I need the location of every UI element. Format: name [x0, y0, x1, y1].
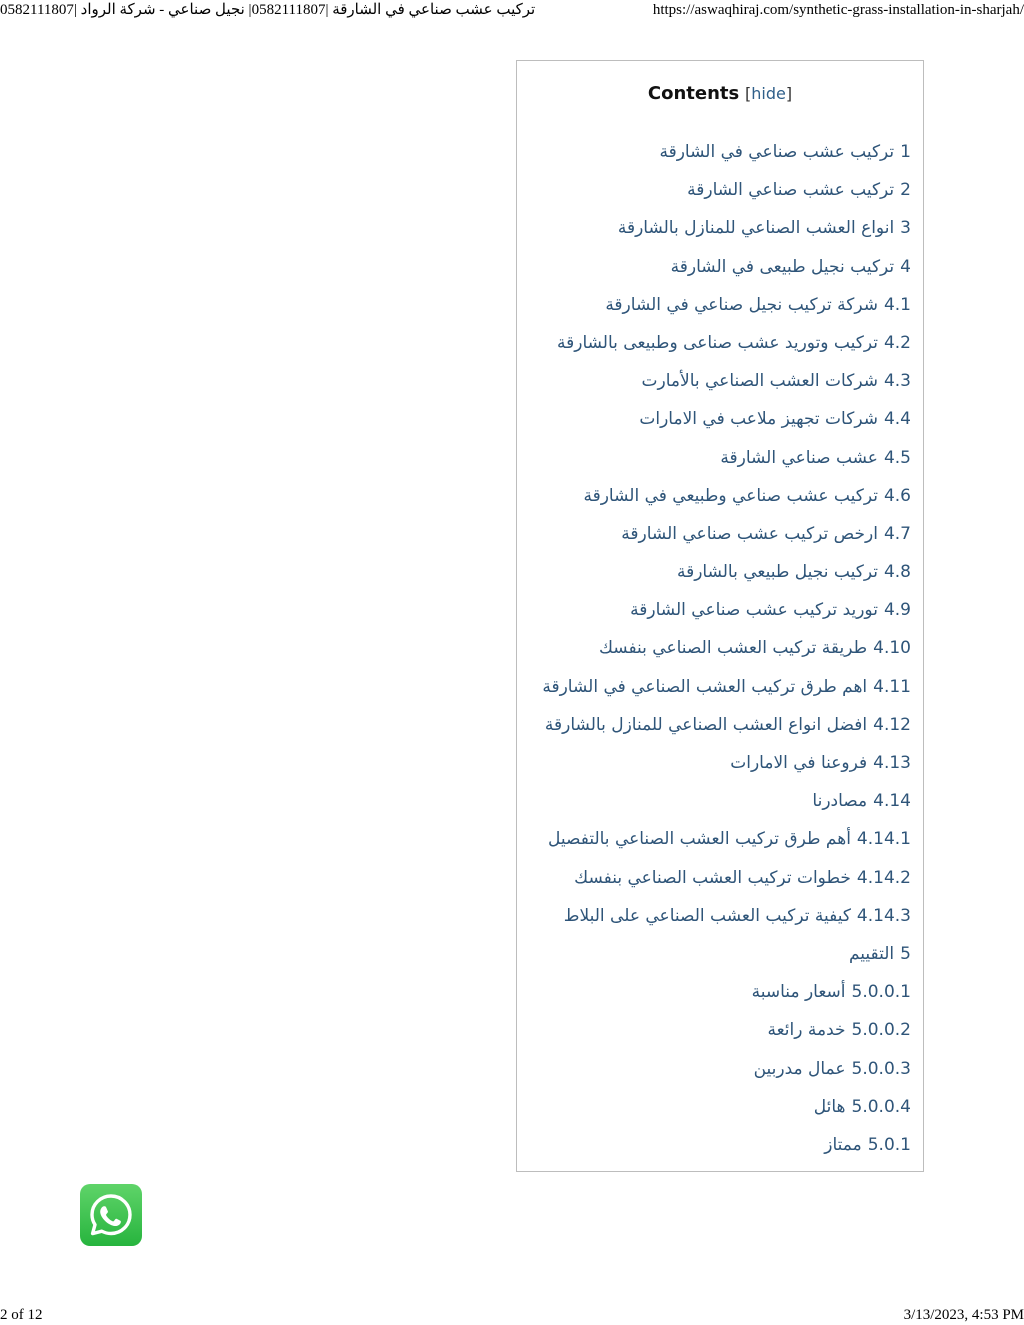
toc-item-number: 4.13 — [873, 753, 911, 773]
toc-item[interactable] — [542, 519, 911, 557]
toc-item-number: 4.9 — [883, 600, 911, 621]
toc-item[interactable] — [542, 672, 911, 710]
toc-item[interactable] — [542, 443, 911, 481]
toc-item[interactable] — [542, 328, 911, 366]
toc-list — [542, 137, 911, 1168]
toc-item-number: 5.0.1 — [867, 1134, 911, 1155]
page-title: تركيب عشب صناعي في الشارقة |0582111807| نجيل صناعي - شركة الرواد |0582111807 — [0, 2, 536, 18]
toc-item[interactable] — [542, 939, 911, 977]
toc-item[interactable] — [542, 137, 911, 175]
toc-item-number: 4.8 — [883, 562, 911, 583]
toc-item-number: 4.14.3 — [856, 905, 911, 926]
toc-item[interactable] — [542, 175, 911, 213]
toc-item-label: افضل انواع العشب الصناعي للمنازل بالشارقة — [544, 714, 868, 735]
toc-item-number: 4.3 — [883, 371, 911, 392]
toc-item[interactable] — [542, 404, 911, 442]
toc-item-label: تركيب نجيل طبيعى في الشارقة — [670, 256, 895, 277]
toc-item-label: تركيب عشب صناعي وطبيعي في الشارقة — [583, 485, 878, 506]
toc-item[interactable] — [542, 213, 911, 251]
toc-item-label: اهم طرق تركيب العشب الصناعي في الشارقة — [542, 676, 868, 697]
toc-item-label: انواع العشب الصناعي للمنازل بالشارقة — [617, 218, 895, 239]
toc-item-label: تركيب وتوريد عشب صناعى وطبيعى بالشارقة — [557, 332, 878, 353]
toc-bracket-close: ] — [785, 84, 793, 103]
toc-item-label: عمال مدربين — [753, 1058, 846, 1079]
toc-item[interactable] — [542, 824, 911, 862]
toc-item-number: 5 — [900, 943, 911, 964]
toc-item-number: 4.4 — [883, 409, 911, 430]
toc-item[interactable] — [542, 1054, 911, 1092]
toc-item[interactable] — [542, 1130, 911, 1168]
toc-item-number: 4.10 — [873, 638, 911, 659]
toc-item[interactable] — [542, 252, 911, 290]
toc-item-label: تركيب نجيل طبيعي بالشارقة — [676, 562, 878, 583]
toc-item-number: 4.14.1 — [856, 829, 911, 850]
toc-item-label: أسعار مناسبة — [751, 982, 846, 1003]
toc-item-label: التقييم — [848, 943, 895, 964]
toc-item[interactable] — [542, 366, 911, 404]
toc-item-number: 5.0.0.2 — [851, 1020, 911, 1041]
toc-item-label: توريد تركيب عشب صناعي الشارقة — [630, 600, 878, 621]
toc-item-number: 4.11 — [873, 676, 911, 697]
toc-item-label: ارخص تركيب عشب صناعي الشارقة — [621, 523, 878, 544]
toc-item-label: شركة تركيب نجيل صناعي في الشارقة — [605, 294, 878, 315]
toc-item[interactable] — [542, 557, 911, 595]
toc-item-number: 4.7 — [883, 523, 911, 544]
toc-item-number: 4 — [900, 256, 911, 277]
toc-item-label: طريقة تركيب العشب الصناعي بنفسك — [598, 638, 868, 659]
whatsapp-button[interactable] — [80, 1184, 142, 1246]
toc-title: Contents — [647, 83, 740, 104]
toc-item-number: 4.5 — [883, 447, 911, 468]
whatsapp-icon — [87, 1191, 135, 1239]
toc-item-label: مصادرنا — [812, 791, 868, 812]
toc-item-label: أهم طرق تركيب العشب الصناعي بالتفصيل — [547, 829, 851, 850]
toc-item-number: 4.2 — [883, 332, 911, 353]
toc-bracket-open: [ — [744, 84, 752, 103]
toc-item-label: كيفية تركيب العشب الصناعي على البلاط — [563, 905, 851, 926]
toc-item-label: فروعنا في الامارات — [730, 753, 868, 773]
toc-item-label: ممتاز — [824, 1134, 862, 1155]
toc-item-number: 4.14 — [873, 791, 911, 812]
toc-item-number: 4.6 — [883, 485, 911, 506]
toc-item-number: 5.0.0.1 — [851, 982, 911, 1003]
toc-item-number: 2 — [900, 180, 911, 201]
page-indicator: 2 of 12 — [0, 1307, 43, 1323]
toc-item-number: 1 — [900, 142, 911, 162]
toc-item-number: 4.1 — [883, 294, 911, 315]
toc-heading — [517, 81, 923, 107]
toc-item-label: شركات العشب الصناعي بالأمارت — [641, 371, 878, 392]
toc-hide-toggle[interactable]: hide — [751, 84, 786, 103]
toc-item-number: 5.0.0.4 — [851, 1096, 911, 1117]
toc-item-label: تركيب عشب صناعي الشارقة — [687, 180, 895, 201]
toc-item[interactable] — [542, 710, 911, 748]
toc-item-number: 3 — [900, 218, 911, 239]
toc-item[interactable] — [542, 290, 911, 328]
toc-item[interactable] — [542, 786, 911, 824]
page-url[interactable]: https://aswaqhiraj.com/synthetic-grass-installation-in-sharjah/ — [652, 2, 1024, 18]
toc-item-label: خطوات تركيب العشب الصناعي بنفسك — [574, 867, 851, 888]
table-of-contents — [516, 60, 924, 1172]
toc-item[interactable] — [542, 1092, 911, 1130]
toc-item-label: تركيب عشب صناعي في الشارقة — [659, 142, 895, 162]
print-footer — [0, 1305, 1024, 1325]
toc-item[interactable] — [542, 481, 911, 519]
print-datetime: 3/13/2023, 4:53 PM — [903, 1307, 1024, 1323]
toc-item[interactable] — [542, 1015, 911, 1053]
toc-item[interactable] — [542, 748, 911, 786]
print-header — [0, 0, 1024, 22]
toc-item-label: خدمة رائعة — [767, 1020, 846, 1041]
toc-item-label: هائل — [813, 1096, 846, 1117]
toc-item[interactable] — [542, 901, 911, 939]
toc-item-number: 5.0.0.3 — [851, 1058, 911, 1079]
toc-item-number: 4.12 — [873, 714, 911, 735]
toc-item[interactable] — [542, 633, 911, 671]
toc-item-label: عشب صناعي الشارقة — [720, 447, 878, 468]
toc-item-number: 4.14.2 — [856, 867, 911, 888]
toc-item-label: شركات تجهيز ملاعب في الامارات — [639, 409, 878, 430]
toc-item[interactable] — [542, 977, 911, 1015]
toc-item[interactable] — [542, 595, 911, 633]
toc-item[interactable] — [542, 863, 911, 901]
